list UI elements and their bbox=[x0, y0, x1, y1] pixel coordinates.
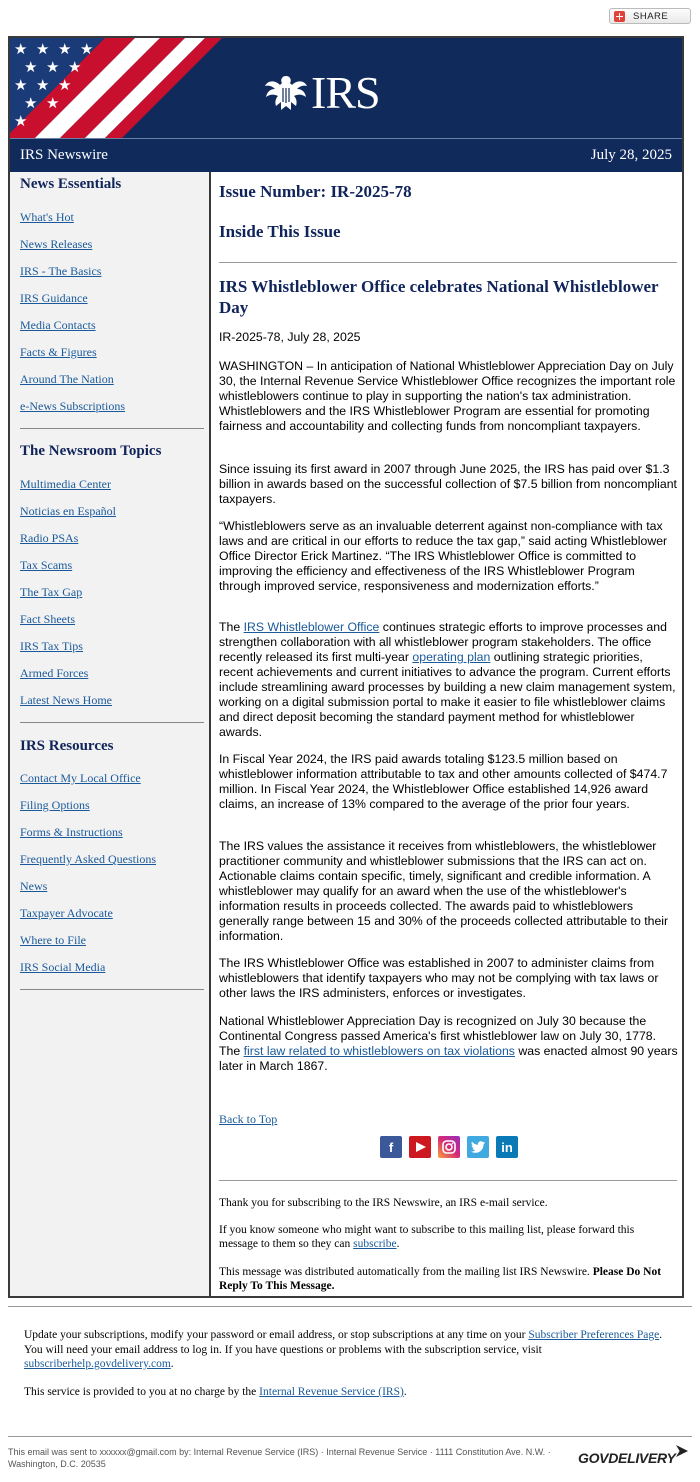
distribution-note: This message was distributed automatically from the mailing list IRS Newswire. Please Do Not Reply To This Message. bbox=[219, 1266, 662, 1292]
facebook-icon[interactable]: f bbox=[380, 1136, 402, 1158]
irs-link[interactable]: Internal Revenue Service (IRS) bbox=[259, 1386, 404, 1398]
issue-number: Issue Number: IR-2025-78 bbox=[219, 182, 412, 201]
sidebar bbox=[10, 172, 211, 1296]
svg-text:★: ★ bbox=[68, 58, 82, 76]
share-label: SHARE bbox=[633, 10, 669, 22]
article-paragraph: National Whistleblower Appreciation Day is recognized on July 30 because the Continental Congress passed America's first whistleblower law on July 30, 1778. The first law related to whistleblowers on tax violations was enacted almost 90 years later in March 1867. bbox=[219, 1014, 678, 1073]
svg-text:★: ★ bbox=[58, 40, 72, 58]
footer-divider bbox=[8, 1436, 692, 1437]
sidebar-link-latest-news[interactable]: Latest News Home bbox=[20, 693, 112, 707]
irs-banner bbox=[10, 38, 682, 138]
article-title: IRS Whistleblower Office celebrates National Whistleblower Day bbox=[219, 277, 659, 317]
article-paragraph: “Whistleblowers serve as an invaluable deterrent against non-compliance with tax laws and are critical in our efforts to reduce the tax gap,” said acting Whistleblower Office Director Erick Martinez. “The IRS Whistleblower Office is committed to improving the efficiency and effectiveness of the IRS Whistleblower Program through improved service, responsiveness and modernization efforts.” bbox=[219, 519, 668, 593]
sidebar-link-whats-hot[interactable]: What's Hot bbox=[20, 210, 74, 224]
operating-plan-link[interactable]: operating plan bbox=[412, 650, 491, 664]
sidebar-link-tax-tips[interactable]: IRS Tax Tips bbox=[20, 639, 83, 653]
svg-text:★: ★ bbox=[24, 94, 38, 112]
article-paragraph: Since issuing its first award in 2007 through June 2025, the IRS has paid over $1.3 billion in awards based on the successful collection of $7.5 billion from noncompliant taxpayers. bbox=[219, 462, 677, 506]
sidebar-divider bbox=[20, 428, 204, 429]
youtube-icon[interactable] bbox=[409, 1136, 431, 1158]
newsletter-frame bbox=[8, 36, 684, 1298]
section-title-news-essentials: News Essentials bbox=[20, 176, 122, 192]
sidebar-link-irs-guidance[interactable]: IRS Guidance bbox=[20, 291, 88, 305]
sidebar-link-facts-figures[interactable]: Facts & Figures bbox=[20, 345, 97, 359]
sidebar-link-local-office[interactable]: Contact My Local Office bbox=[20, 771, 141, 785]
instagram-icon[interactable] bbox=[438, 1136, 460, 1158]
sidebar-link-tax-gap[interactable]: The Tax Gap bbox=[20, 585, 83, 599]
sidebar-link-noticias[interactable]: Noticias en Español bbox=[20, 504, 116, 518]
section-title-irs-resources: IRS Resources bbox=[20, 738, 114, 754]
sidebar-link-where-to-file[interactable]: Where to File bbox=[20, 933, 86, 947]
linkedin-icon[interactable]: in bbox=[496, 1136, 518, 1158]
svg-text:★: ★ bbox=[36, 40, 50, 58]
plus-icon bbox=[614, 11, 625, 22]
sidebar-divider bbox=[20, 989, 204, 990]
svg-text:★: ★ bbox=[46, 94, 60, 112]
subscriber-preferences-link[interactable]: Subscriber Preferences Page bbox=[528, 1329, 660, 1341]
issue-date: July 28, 2025 bbox=[590, 147, 672, 163]
subscribe-link[interactable]: subscribe bbox=[353, 1238, 397, 1250]
article-paragraph: In Fiscal Year 2024, the IRS paid awards totaling $123.5 million based on whistleblower information attributable to tax and other amounts collected of $474.7 million. In Fiscal Year 2024, the Whistleblower Office established 14,926 award claims, an increase of 13% compared to the average of the prior four years. bbox=[219, 752, 668, 811]
govdelivery-arrow-icon bbox=[676, 1445, 688, 1457]
subscriber-help-link[interactable]: subscriberhelp.govdelivery.com bbox=[24, 1358, 171, 1370]
newswire-bar bbox=[10, 138, 682, 172]
svg-text:★: ★ bbox=[36, 76, 50, 94]
article-paragraph: The IRS values the assistance it receives from whistleblowers, the whistleblower practitioner community and whistleblower submissions that the IRS can act on. Actionable claims contain specific, timely, significant and credible information. A whistleblower may qualify for an award when the use of the whistleblower's information results in proceeds collected. The awards paid to whistleblowers generally range between 15 and 30% of the proceeds collected attributable to their information. bbox=[219, 839, 669, 943]
irs-logo bbox=[263, 67, 380, 118]
twitter-icon[interactable] bbox=[467, 1136, 489, 1158]
svg-text:★: ★ bbox=[14, 112, 28, 130]
share-button[interactable] bbox=[609, 8, 691, 24]
sidebar-link-irs-basics[interactable]: IRS - The Basics bbox=[20, 264, 102, 278]
footer-divider bbox=[8, 1306, 692, 1307]
sidebar-link-fact-sheets[interactable]: Fact Sheets bbox=[20, 612, 75, 626]
subscription-note: Thank you for subscribing to the IRS Newswire, an IRS e-mail service. bbox=[219, 1197, 548, 1209]
sidebar-link-filing-options[interactable]: Filing Options bbox=[20, 798, 90, 812]
irs-logo-text: IRS bbox=[311, 67, 380, 118]
sidebar-link-news[interactable]: News bbox=[20, 879, 48, 893]
eagle-icon bbox=[263, 72, 309, 114]
article-paragraph: WASHINGTON – In anticipation of National Whistleblower Appreciation Day on July 30, the Internal Revenue Service Whistleblower Office recognizes the important role whistleblowers continue to play in supporting the nation's tax administration. Whistleblowers and the IRS Whistleblower Program are essential for promoting fairness and accountability and collecting funds from noncompliant taxpayers. bbox=[219, 359, 676, 433]
first-law-link[interactable]: first law related to whistleblowers on tax violations bbox=[243, 1044, 515, 1058]
sidebar-link-taxpayer-advocate[interactable]: Taxpayer Advocate bbox=[20, 906, 113, 920]
article-dateline: IR-2025-78, July 28, 2025 bbox=[219, 330, 361, 344]
svg-text:★: ★ bbox=[58, 76, 72, 94]
section-title-newsroom-topics: The Newsroom Topics bbox=[20, 443, 162, 459]
main-content bbox=[213, 172, 682, 1296]
content-divider bbox=[219, 1180, 677, 1181]
share-bar bbox=[0, 0, 700, 30]
back-to-top-link[interactable]: Back to Top bbox=[219, 1112, 278, 1126]
service-provider-note: This service is provided to you at no charge by the Internal Revenue Service (IRS). bbox=[24, 1386, 407, 1398]
svg-text:★: ★ bbox=[46, 58, 60, 76]
svg-text:★: ★ bbox=[24, 58, 38, 76]
sidebar-link-radio-psas[interactable]: Radio PSAs bbox=[20, 531, 79, 545]
sidebar-link-forms[interactable]: Forms & Instructions bbox=[20, 825, 123, 839]
svg-text:★: ★ bbox=[14, 40, 28, 58]
sidebar-divider bbox=[20, 722, 204, 723]
sent-to-note: This email was sent to xxxxxx@gmail.com by: Internal Revenue Service (IRS) · Internal Revenue Service · 1111 Constitution Ave. N.W. · Washington, D.C. 20535 bbox=[8, 1447, 551, 1469]
sidebar-link-enews-subscriptions[interactable]: e-News Subscriptions bbox=[20, 399, 125, 413]
article-paragraph: The IRS Whistleblower Office continues strategic efforts to improve processes and strengthen collaboration with all whistleblower program stakeholders. The office recently released its first multi-year operating plan outlining strategic priorities, recent achievements and current initiatives to advance the program. Current efforts include streamlining award processes by building a new claim management system, working on a digital submission portal to make it easier to file whistleblower claims and direct deposit becoming the standard payment method for whistleblower awards. bbox=[219, 620, 676, 739]
content-divider bbox=[219, 262, 677, 263]
sidebar-link-tax-scams[interactable]: Tax Scams bbox=[20, 558, 73, 572]
sidebar-link-media-contacts[interactable]: Media Contacts bbox=[20, 318, 96, 332]
social-links bbox=[380, 1136, 518, 1158]
inside-this-issue-heading: Inside This Issue bbox=[219, 222, 341, 241]
whistleblower-office-link[interactable]: IRS Whistleblower Office bbox=[243, 620, 380, 634]
svg-text:★: ★ bbox=[14, 76, 28, 94]
govdelivery-logo: GOVDELIVERY bbox=[578, 1450, 676, 1466]
sidebar-link-social-media[interactable]: IRS Social Media bbox=[20, 960, 106, 974]
sidebar-link-multimedia[interactable]: Multimedia Center bbox=[20, 477, 111, 491]
article-paragraph: The IRS Whistleblower Office was established in 2007 to administer claims from whistleblowers that identify taxpayers who may not be complying with tax laws or other laws the IRS administers, enforces or investigates. bbox=[219, 956, 659, 1000]
sidebar-link-faq[interactable]: Frequently Asked Questions bbox=[20, 852, 156, 866]
sidebar-link-armed-forces[interactable]: Armed Forces bbox=[20, 666, 89, 680]
newswire-label: IRS Newswire bbox=[20, 147, 108, 163]
sidebar-link-news-releases[interactable]: News Releases bbox=[20, 237, 93, 251]
sidebar-link-around-nation[interactable]: Around The Nation bbox=[20, 372, 114, 386]
svg-text:★: ★ bbox=[80, 40, 94, 58]
forward-note: If you know someone who might want to subscribe to this mailing list, please forward this message to them so they can subscribe. bbox=[219, 1224, 635, 1250]
subscription-management-note: Update your subscriptions, modify your password or email address, or stop subscriptions at any time on your Subscriber Preferences Page. You will need your email address to log in. If you have questions or problems with the subscription service, visit subscriberhelp.govdelivery.com. bbox=[24, 1329, 663, 1370]
